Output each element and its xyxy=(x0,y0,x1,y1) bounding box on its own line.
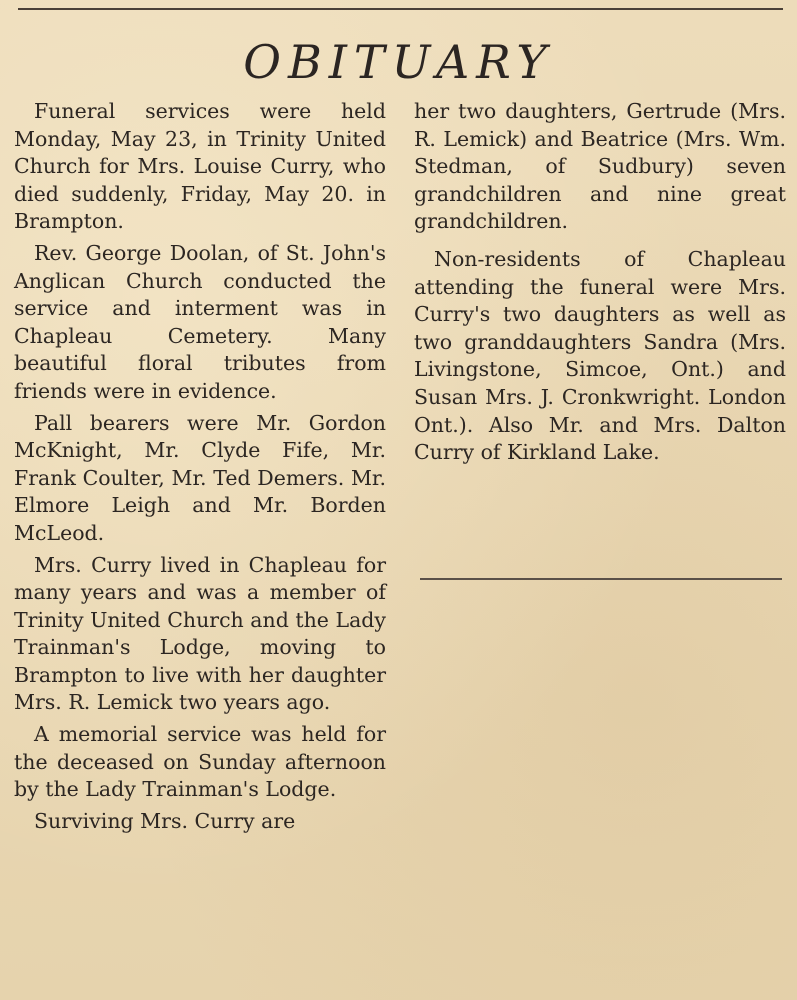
paragraph-survivors-continued: her two daughters, Gertrude (Mrs. R. Lemick) and Beatrice (Mrs. Wm. Stedman, of Sudbury) seven grandchildren and nine great grandchildren. xyxy=(414,99,786,234)
paragraph-survivors-start: Surviving Mrs. Curry are xyxy=(34,808,296,833)
end-rule xyxy=(420,578,782,580)
paragraph-memorial-service: A memorial service was held for the deceased on Sunday afternoon by the Lady Trainman's Lodge. xyxy=(14,722,386,802)
paragraph-service-conducted: Rev. George Doolan, of St. John's Anglican Church conducted the service and interment was in Chapleau Cemetery. Many beautiful floral tributes from friends were in evidence. xyxy=(14,240,386,403)
paragraph-biography: Mrs. Curry lived in Chapleau for many years and was a member of Trinity United Church and the Lady Trainman's Lodge, moving to Brampton to live with her daughter Mrs. R. Lemick two years ago. xyxy=(14,552,386,715)
left-column xyxy=(14,98,386,835)
paragraph-non-residents: Non-residents of Chapleau attending the funeral were Mrs. Curry's two daughters as well as two granddaughters Sandra (Mrs. Livingstone, Simcoe, Ont.) and Susan Mrs. J. Cronkwright. London Ont.). Also Mr. and Mrs. Dalton Curry of Kirkland Lake. xyxy=(414,246,786,465)
right-column xyxy=(414,98,786,467)
top-rule xyxy=(18,8,783,10)
article-title: OBITUARY xyxy=(243,35,554,89)
paragraph-funeral-services: Funeral services were held Monday, May 23, in Trinity United Church for Mrs. Louise Curry, who died suddenly, Friday, May 20. in Brampton. xyxy=(14,99,386,234)
paragraph-pall-bearers: Pall bearers were Mr. Gordon McKnight, Mr. Clyde Fife, Mr. Frank Coulter, Mr. Ted Demers. Mr. Elmore Leigh and Mr. Borden McLeod. xyxy=(14,410,386,545)
